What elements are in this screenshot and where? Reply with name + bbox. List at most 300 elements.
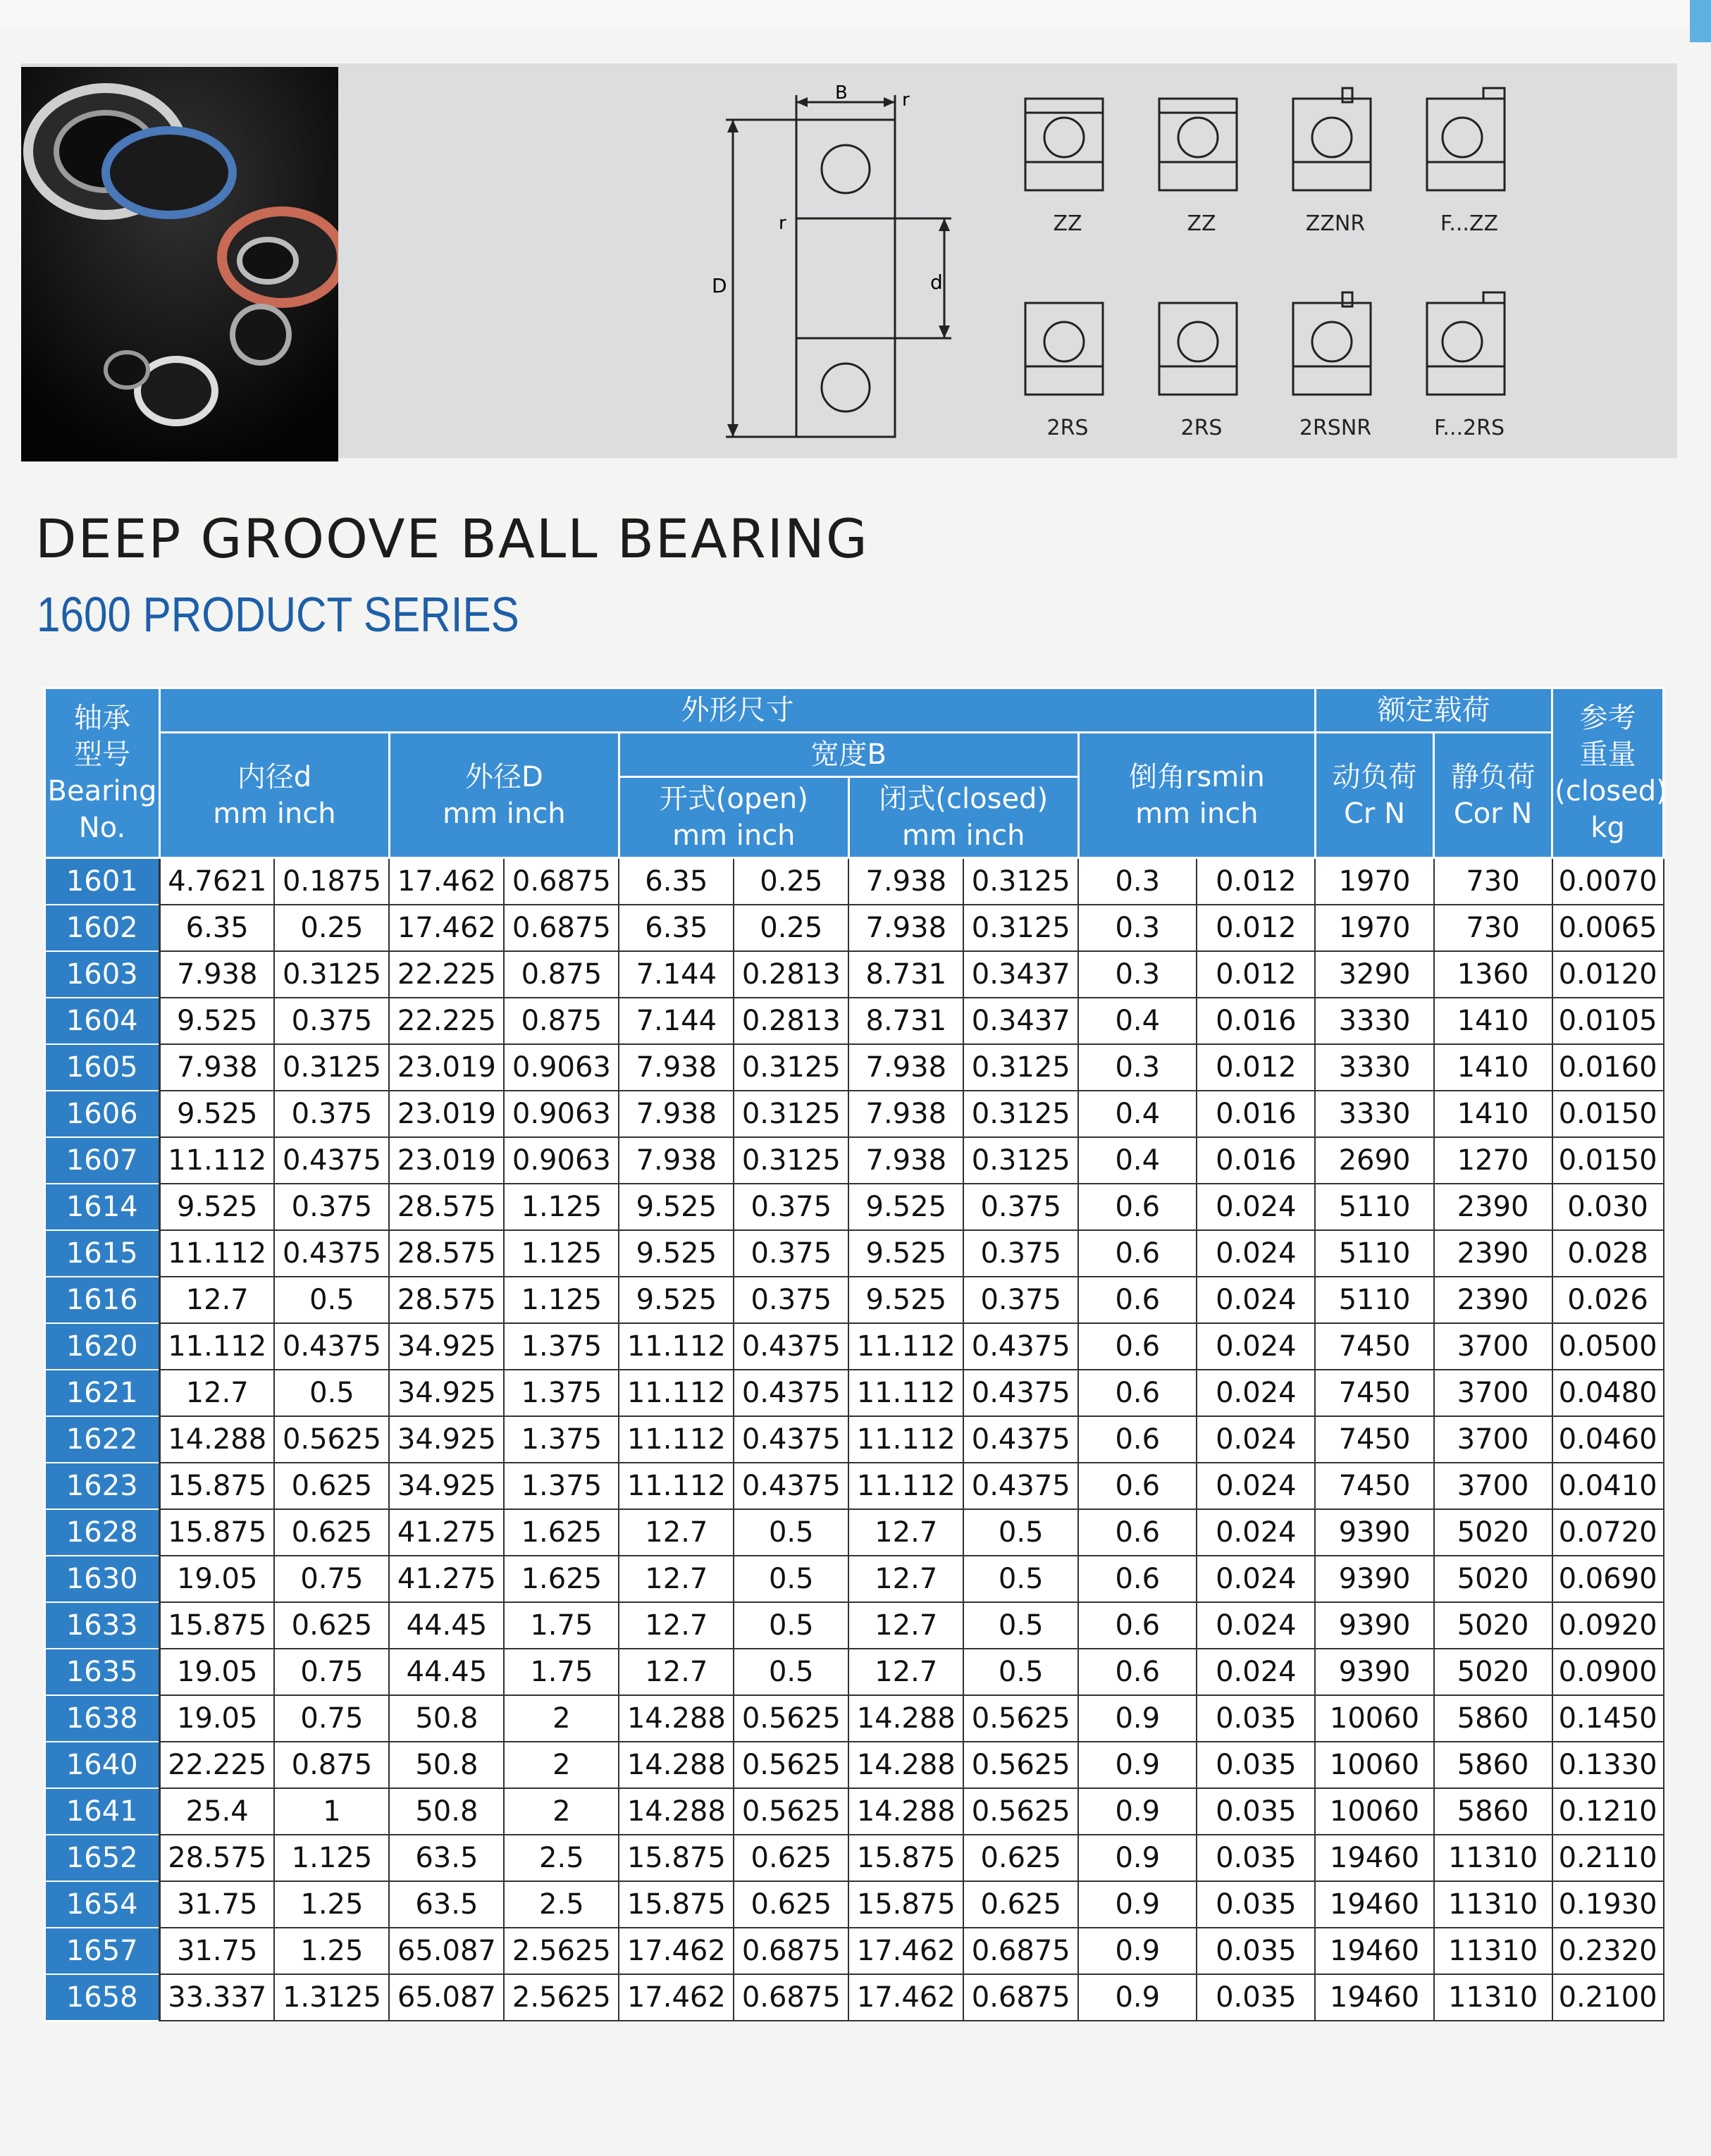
- table-cell: 0.2110: [1552, 1835, 1664, 1881]
- table-cell: 730: [1434, 858, 1552, 905]
- table-cell: 1.375: [504, 1463, 619, 1509]
- table-row: [45, 1230, 1664, 1277]
- table-row: [45, 905, 1664, 951]
- header-text: kg: [1590, 812, 1625, 844]
- table-cell: 0.1450: [1552, 1695, 1664, 1742]
- table-row: [45, 1974, 1664, 2021]
- table-cell: 0.5: [734, 1556, 848, 1602]
- seal-section-icon: [1416, 289, 1522, 409]
- table-cell: 0.0150: [1552, 1091, 1664, 1137]
- table-cell: 15.875: [848, 1881, 963, 1928]
- table-cell: 0.375: [963, 1184, 1078, 1230]
- table-cell: 7.938: [619, 1044, 734, 1091]
- table-cell: 3290: [1315, 951, 1433, 998]
- table-cell: 11310: [1434, 1835, 1552, 1881]
- table-cell: 0.4: [1078, 1137, 1197, 1184]
- header-text: Cr N: [1343, 797, 1405, 830]
- table-cell: 31.75: [159, 1928, 274, 1974]
- bearing-number-cell: 1622: [45, 1416, 160, 1463]
- table-cell: 0.9: [1078, 1928, 1197, 1974]
- table-cell: 0.026: [1552, 1277, 1664, 1323]
- table-cell: 10060: [1315, 1742, 1433, 1788]
- table-row: [45, 1463, 1664, 1509]
- table-cell: 0.3437: [963, 998, 1078, 1044]
- header-text: Cor N: [1453, 797, 1533, 830]
- header-dynamic: [1315, 733, 1433, 858]
- table-cell: 0.6875: [734, 1974, 848, 2021]
- table-cell: 0.6875: [963, 1928, 1078, 1974]
- table-cell: 11.112: [159, 1137, 274, 1184]
- bearing-number-cell: 1602: [45, 905, 160, 951]
- table-cell: 0.6875: [963, 1974, 1078, 2021]
- table-cell: 0.016: [1197, 1137, 1315, 1184]
- table-cell: 0.4375: [734, 1463, 848, 1509]
- table-cell: 0.3125: [963, 858, 1078, 905]
- table-cell: 11310: [1434, 1928, 1552, 1974]
- table-cell: 0.035: [1197, 1835, 1315, 1881]
- table-cell: 2: [504, 1788, 619, 1835]
- table-cell: 6.35: [159, 905, 274, 951]
- table-cell: 0.4375: [734, 1416, 848, 1463]
- table-cell: 41.275: [389, 1509, 504, 1556]
- table-cell: 12.7: [159, 1277, 274, 1323]
- header-inner: [159, 733, 389, 858]
- table-row: [45, 1370, 1664, 1416]
- table-cell: 0.6: [1078, 1370, 1197, 1416]
- header-closed: [848, 777, 1078, 858]
- table-cell: 0.4375: [734, 1370, 848, 1416]
- table-cell: 0.5: [963, 1556, 1078, 1602]
- seal-f-2rs: [1416, 289, 1522, 451]
- table-cell: 23.019: [389, 1091, 504, 1137]
- table-cell: 0.0900: [1552, 1649, 1664, 1695]
- table-cell: 0.1875: [274, 858, 389, 905]
- table-cell: 0.625: [734, 1881, 848, 1928]
- table-cell: 22.225: [389, 998, 504, 1044]
- bearing-number-cell: 1654: [45, 1881, 160, 1928]
- table-cell: 12.7: [619, 1649, 734, 1695]
- table-cell: 7450: [1315, 1416, 1433, 1463]
- bearing-number-cell: 1641: [45, 1788, 160, 1835]
- table-cell: 1970: [1315, 858, 1433, 905]
- table-row: [45, 1091, 1664, 1137]
- table-cell: 2.5625: [504, 1928, 619, 1974]
- seal-section-icon: [1149, 289, 1254, 409]
- table-cell: 0.035: [1197, 1974, 1315, 2021]
- table-cell: 0.75: [274, 1556, 389, 1602]
- table-cell: 0.012: [1197, 951, 1315, 998]
- table-cell: 3700: [1434, 1463, 1552, 1509]
- table-cell: 1.125: [504, 1277, 619, 1323]
- table-cell: 0.028: [1552, 1230, 1664, 1277]
- table-cell: 0.5625: [734, 1742, 848, 1788]
- seal-zz-1: [1015, 85, 1120, 247]
- page-title: DEEP GROOVE BALL BEARING: [35, 507, 869, 570]
- table-cell: 0.4375: [963, 1323, 1078, 1370]
- table-cell: 11310: [1434, 1974, 1552, 2021]
- table-row: [45, 1556, 1664, 1602]
- table-cell: 44.45: [389, 1602, 504, 1649]
- bearing-number-cell: 1614: [45, 1184, 160, 1230]
- table-cell: 0.035: [1197, 1695, 1315, 1742]
- table-cell: 23.019: [389, 1137, 504, 1184]
- table-cell: 1.625: [504, 1509, 619, 1556]
- table-cell: 7450: [1315, 1323, 1433, 1370]
- table-cell: 0.1330: [1552, 1742, 1664, 1788]
- table-cell: 14.288: [159, 1416, 274, 1463]
- table-cell: 15.875: [848, 1835, 963, 1881]
- table-cell: 0.2320: [1552, 1928, 1664, 1974]
- table-cell: 0.3: [1078, 858, 1197, 905]
- table-cell: 12.7: [848, 1602, 963, 1649]
- table-cell: 0.25: [734, 905, 848, 951]
- table-cell: 28.575: [389, 1230, 504, 1277]
- table-cell: 0.375: [963, 1277, 1078, 1323]
- table-cell: 65.087: [389, 1928, 504, 1974]
- table-cell: 0.0720: [1552, 1509, 1664, 1556]
- header-text: Bearing: [47, 775, 157, 807]
- table-cell: 0.5625: [963, 1788, 1078, 1835]
- table-cell: 14.288: [619, 1742, 734, 1788]
- table-cell: 0.5: [963, 1602, 1078, 1649]
- table-cell: 730: [1434, 905, 1552, 951]
- bearing-number-cell: 1638: [45, 1695, 160, 1742]
- table-cell: 0.9: [1078, 1835, 1197, 1881]
- table-cell: 7.938: [848, 1091, 963, 1137]
- table-cell: 0.625: [274, 1509, 389, 1556]
- table-cell: 5020: [1434, 1556, 1552, 1602]
- table-cell: 9.525: [619, 1184, 734, 1230]
- table-cell: 50.8: [389, 1742, 504, 1788]
- table-cell: 19460: [1315, 1974, 1433, 2021]
- header-text: mm inch: [213, 797, 336, 830]
- table-cell: 0.0065: [1552, 905, 1664, 951]
- table-cell: 63.5: [389, 1881, 504, 1928]
- table-row: [45, 1928, 1664, 1974]
- seal-section-icon: [1149, 85, 1254, 204]
- table-cell: 0.3125: [963, 1137, 1078, 1184]
- bearing-number-cell: 1640: [45, 1742, 160, 1788]
- table-cell: 0.6: [1078, 1416, 1197, 1463]
- table-cell: 0.9: [1078, 1881, 1197, 1928]
- table-cell: 50.8: [389, 1695, 504, 1742]
- table-cell: 7450: [1315, 1463, 1433, 1509]
- bearing-number-cell: 1621: [45, 1370, 160, 1416]
- table-cell: 3700: [1434, 1323, 1552, 1370]
- table-cell: 0.024: [1197, 1416, 1315, 1463]
- header-text: 倒角rsmin: [1128, 760, 1265, 793]
- table-cell: 10060: [1315, 1788, 1433, 1835]
- table-cell: 0.035: [1197, 1928, 1315, 1974]
- table-cell: 0.9063: [504, 1137, 619, 1184]
- table-cell: 0.6875: [504, 905, 619, 951]
- table-cell: 25.4: [159, 1788, 274, 1835]
- table-cell: 0.035: [1197, 1881, 1315, 1928]
- table-cell: 7.938: [159, 1044, 274, 1091]
- table-cell: 7.938: [848, 905, 963, 951]
- seal-types: [1015, 85, 1550, 465]
- table-cell: 19.05: [159, 1695, 274, 1742]
- table-row: [45, 1184, 1664, 1230]
- spec-table-body: [45, 858, 1664, 2021]
- table-cell: 0.5: [963, 1649, 1078, 1695]
- table-cell: 0.2813: [734, 951, 848, 998]
- table-cell: 0.024: [1197, 1370, 1315, 1416]
- table-cell: 14.288: [848, 1788, 963, 1835]
- table-cell: 0.25: [734, 858, 848, 905]
- table-cell: 0.3125: [963, 905, 1078, 951]
- table-cell: 50.8: [389, 1788, 504, 1835]
- table-cell: 3700: [1434, 1370, 1552, 1416]
- table-cell: 0.016: [1197, 998, 1315, 1044]
- table-cell: 11.112: [619, 1416, 734, 1463]
- table-cell: 1410: [1434, 1044, 1552, 1091]
- product-photo: [21, 67, 338, 461]
- table-cell: 0.0920: [1552, 1602, 1664, 1649]
- table-cell: 19.05: [159, 1556, 274, 1602]
- table-cell: 41.275: [389, 1556, 504, 1602]
- header-text: mm inch: [1135, 797, 1259, 830]
- table-cell: 33.337: [159, 1974, 274, 2021]
- bearing-number-cell: 1628: [45, 1509, 160, 1556]
- table-row: [45, 1835, 1664, 1881]
- table-row: [45, 951, 1664, 998]
- table-cell: 34.925: [389, 1370, 504, 1416]
- header-load: 额定载荷: [1315, 688, 1552, 733]
- table-cell: 0.9: [1078, 1742, 1197, 1788]
- seal-zz-2: [1149, 85, 1254, 247]
- seal-label: F...ZZ: [1440, 211, 1499, 236]
- label-d-outer: D: [712, 274, 727, 297]
- table-cell: 0.625: [734, 1835, 848, 1881]
- table-cell: 12.7: [619, 1602, 734, 1649]
- bearing-number-cell: 1623: [45, 1463, 160, 1509]
- table-cell: 2390: [1434, 1277, 1552, 1323]
- table-cell: 11.112: [619, 1323, 734, 1370]
- seal-section-icon: [1416, 85, 1522, 204]
- table-cell: 5860: [1434, 1742, 1552, 1788]
- table-cell: 0.3: [1078, 1044, 1197, 1091]
- bearing-number-cell: 1633: [45, 1602, 160, 1649]
- seal-section-icon: [1283, 85, 1388, 204]
- table-cell: 0.0460: [1552, 1416, 1664, 1463]
- table-cell: 5020: [1434, 1649, 1552, 1695]
- table-cell: 0.375: [274, 1091, 389, 1137]
- seal-section-icon: [1283, 289, 1388, 409]
- table-cell: 17.462: [848, 1974, 963, 2021]
- table-cell: 17.462: [619, 1928, 734, 1974]
- label-r-side: r: [779, 213, 786, 234]
- table-cell: 0.5625: [963, 1695, 1078, 1742]
- header-text: mm inch: [672, 819, 796, 852]
- table-cell: 0.75: [274, 1695, 389, 1742]
- table-cell: 14.288: [848, 1742, 963, 1788]
- table-cell: 19460: [1315, 1928, 1433, 1974]
- table-row: [45, 998, 1664, 1044]
- table-row: [45, 858, 1664, 905]
- table-cell: 0.024: [1197, 1323, 1315, 1370]
- table-cell: 0.6: [1078, 1556, 1197, 1602]
- table-cell: 0.0500: [1552, 1323, 1664, 1370]
- header-chamfer: [1078, 733, 1315, 858]
- table-cell: 19460: [1315, 1835, 1433, 1881]
- table-cell: 1.125: [504, 1230, 619, 1277]
- table-row: [45, 1649, 1664, 1695]
- table-cell: 0.2813: [734, 998, 848, 1044]
- bearing-number-cell: 1606: [45, 1091, 160, 1137]
- table-cell: 5860: [1434, 1788, 1552, 1835]
- seal-label: ZZNR: [1305, 211, 1366, 236]
- table-cell: 0.024: [1197, 1277, 1315, 1323]
- header-text: mm inch: [443, 797, 566, 830]
- table-cell: 7.938: [848, 1137, 963, 1184]
- table-cell: 9.525: [159, 998, 274, 1044]
- table-cell: 0.024: [1197, 1556, 1315, 1602]
- table-cell: 1410: [1434, 998, 1552, 1044]
- table-cell: 0.030: [1552, 1184, 1664, 1230]
- header-bearing-no: [45, 688, 160, 858]
- table-cell: 7.938: [619, 1091, 734, 1137]
- table-cell: 5860: [1434, 1695, 1552, 1742]
- table-cell: 28.575: [389, 1184, 504, 1230]
- table-cell: 3330: [1315, 1044, 1433, 1091]
- table-cell: 0.0105: [1552, 998, 1664, 1044]
- seal-zznr: [1283, 85, 1388, 247]
- table-cell: 1.75: [504, 1602, 619, 1649]
- table-cell: 9.525: [619, 1277, 734, 1323]
- table-cell: 0.6: [1078, 1230, 1197, 1277]
- spec-table: [44, 687, 1667, 2021]
- header-outer: [389, 733, 619, 858]
- table-cell: 0.5: [274, 1370, 389, 1416]
- table-cell: 6.35: [619, 905, 734, 951]
- table-cell: 44.45: [389, 1649, 504, 1695]
- table-cell: 2.5625: [504, 1974, 619, 2021]
- table-cell: 34.925: [389, 1463, 504, 1509]
- bearing-number-cell: 1635: [45, 1649, 160, 1695]
- table-cell: 0.012: [1197, 1044, 1315, 1091]
- table-cell: 7.938: [619, 1137, 734, 1184]
- table-cell: 0.375: [734, 1277, 848, 1323]
- table-cell: 0.024: [1197, 1184, 1315, 1230]
- table-cell: 0.3125: [734, 1091, 848, 1137]
- header-text: 外径D: [464, 760, 543, 793]
- table-cell: 11.112: [619, 1370, 734, 1416]
- table-cell: 0.0120: [1552, 951, 1664, 998]
- table-cell: 0.0410: [1552, 1463, 1664, 1509]
- table-cell: 12.7: [848, 1509, 963, 1556]
- bearing-number-cell: 1630: [45, 1556, 160, 1602]
- table-cell: 0.024: [1197, 1509, 1315, 1556]
- table-cell: 11.112: [848, 1370, 963, 1416]
- table-cell: 14.288: [619, 1695, 734, 1742]
- table-cell: 0.3125: [734, 1137, 848, 1184]
- header-text: No.: [78, 812, 126, 844]
- table-cell: 0.5625: [963, 1742, 1078, 1788]
- bearing-number-cell: 1603: [45, 951, 160, 998]
- table-cell: 12.7: [159, 1370, 274, 1416]
- table-cell: 5110: [1315, 1277, 1433, 1323]
- bearing-number-cell: 1657: [45, 1928, 160, 1974]
- corner-accent: [1690, 0, 1711, 42]
- table-cell: 19.05: [159, 1649, 274, 1695]
- table-cell: 3700: [1434, 1416, 1552, 1463]
- table-cell: 12.7: [848, 1649, 963, 1695]
- table-cell: 0.0480: [1552, 1370, 1664, 1416]
- table-cell: 11310: [1434, 1881, 1552, 1928]
- table-cell: 0.0150: [1552, 1137, 1664, 1184]
- table-row: [45, 1416, 1664, 1463]
- bearing-number-cell: 1616: [45, 1277, 160, 1323]
- table-cell: 0.3125: [274, 1044, 389, 1091]
- table-cell: 2: [504, 1742, 619, 1788]
- table-cell: 17.462: [848, 1928, 963, 1974]
- table-row: [45, 1602, 1664, 1649]
- top-margin: [0, 0, 1711, 28]
- table-cell: 0.6: [1078, 1649, 1197, 1695]
- table-row: [45, 1695, 1664, 1742]
- table-cell: 0.5625: [274, 1416, 389, 1463]
- seal-label: 2RS: [1046, 416, 1089, 440]
- label-b: B: [835, 82, 848, 104]
- header-text: 内径d: [237, 760, 312, 793]
- table-cell: 0.024: [1197, 1230, 1315, 1277]
- table-cell: 17.462: [619, 1974, 734, 2021]
- header-static: [1434, 733, 1552, 858]
- header-text: mm inch: [902, 819, 1025, 852]
- table-cell: 0.5625: [734, 1695, 848, 1742]
- seal-2rsnr: [1283, 289, 1388, 451]
- table-cell: 0.75: [274, 1649, 389, 1695]
- table-cell: 0.6: [1078, 1323, 1197, 1370]
- table-cell: 1.25: [274, 1881, 389, 1928]
- page-subtitle: 1600 PRODUCT SERIES: [37, 587, 519, 642]
- table-cell: 2690: [1315, 1137, 1433, 1184]
- table-cell: 9.525: [619, 1230, 734, 1277]
- table-cell: 15.875: [159, 1463, 274, 1509]
- table-row: [45, 1509, 1664, 1556]
- table-cell: 1: [274, 1788, 389, 1835]
- table-cell: 0.375: [734, 1230, 848, 1277]
- table-cell: 0.0070: [1552, 858, 1664, 905]
- table-cell: 0.012: [1197, 905, 1315, 951]
- table-cell: 0.6: [1078, 1509, 1197, 1556]
- table-cell: 0.4375: [963, 1370, 1078, 1416]
- seal-2rs-1: [1015, 289, 1120, 451]
- table-cell: 0.875: [504, 998, 619, 1044]
- table-cell: 15.875: [159, 1509, 274, 1556]
- header-text: 重量: [1579, 738, 1636, 771]
- bearing-number-cell: 1604: [45, 998, 160, 1044]
- table-cell: 0.4: [1078, 998, 1197, 1044]
- seal-label: 2RS: [1180, 416, 1223, 440]
- table-cell: 0.4: [1078, 1091, 1197, 1137]
- header-text: 动负荷: [1332, 760, 1417, 793]
- table-cell: 9390: [1315, 1556, 1433, 1602]
- table-row: [45, 1881, 1664, 1928]
- table-cell: 11.112: [159, 1323, 274, 1370]
- bearings-photo-icon: [21, 67, 338, 461]
- seal-f-zz: [1416, 85, 1522, 247]
- table-cell: 0.3125: [734, 1044, 848, 1091]
- table-cell: 0.6: [1078, 1463, 1197, 1509]
- table-cell: 0.375: [963, 1230, 1078, 1277]
- table-cell: 0.4375: [734, 1323, 848, 1370]
- table-cell: 11.112: [848, 1463, 963, 1509]
- table-cell: 0.25: [274, 905, 389, 951]
- table-row: [45, 1044, 1664, 1091]
- header-text: 型号: [73, 738, 130, 771]
